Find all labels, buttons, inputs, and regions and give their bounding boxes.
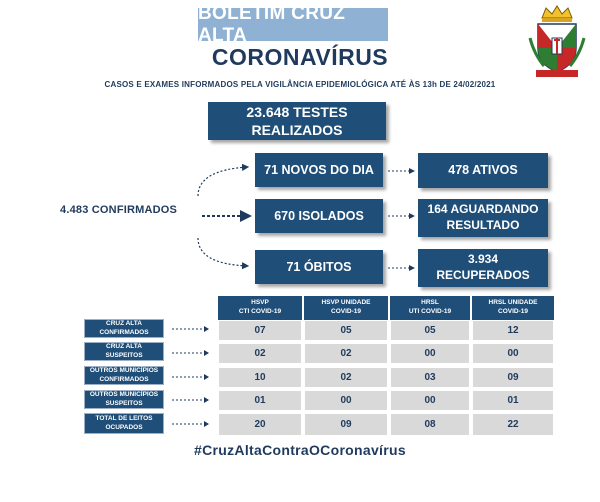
table-cell: 09 — [304, 413, 388, 436]
row-label-line2: OCUPADOS — [105, 423, 143, 431]
row-label-line1: OUTROS MUNICÍPIOS — [89, 391, 159, 399]
row-arrow-icon — [172, 325, 210, 333]
row-label — [84, 366, 164, 385]
row-label — [84, 390, 164, 409]
column-header-line1: HRSL UNIDADE — [488, 299, 538, 307]
report-date-info: CASOS E EXAMES INFORMADOS PELA VIGILÂNCIA EPIDEMIOLÓGICA ATÉ ÀS 13h DE 24/02/2021 — [104, 80, 496, 89]
awaiting-label: RESULTADO — [446, 218, 520, 232]
row-label-line2: CONFIRMADOS — [99, 375, 149, 383]
table-cell: 10 — [218, 367, 302, 388]
table-cell: 01 — [218, 390, 302, 411]
row-label-line1: OUTROS MUNICÍPIOS — [89, 367, 159, 375]
awaiting-result-box — [418, 199, 548, 237]
table-cell: 09 — [472, 367, 554, 388]
table-cell: 07 — [218, 320, 302, 341]
table-cell: 02 — [304, 343, 388, 364]
table-cell: 05 — [390, 320, 470, 341]
row-label-line1: TOTAL DE LEITOS — [95, 415, 153, 423]
confirmed-total: 4.483 CONFIRMADOS — [60, 204, 178, 216]
row-label-line2: SUSPEITOS — [105, 399, 143, 407]
row-label — [84, 319, 164, 338]
table-cell: 12 — [472, 320, 554, 341]
tests-performed-box — [208, 102, 386, 140]
table-cell: 00 — [390, 343, 470, 364]
row-label-line1: CRUZ ALTA — [106, 320, 142, 328]
table-cell: 20 — [218, 413, 302, 436]
awaiting-count: 164 AGUARDANDO — [427, 202, 539, 217]
table-cell: 00 — [390, 390, 470, 411]
row-label-line2: CONFIRMADOS — [99, 328, 149, 336]
column-header-line1: HSVP — [251, 299, 269, 307]
column-header — [218, 296, 302, 320]
deaths-label: 71 ÓBITOS — [286, 259, 352, 274]
column-header — [304, 296, 388, 320]
column-header — [472, 296, 554, 320]
column-header — [390, 296, 470, 320]
recovered-count: 3.934 — [467, 252, 498, 267]
row-label — [84, 342, 164, 361]
row-arrow-icon — [172, 420, 210, 428]
column-header-line1: HSVP UNIDADE — [321, 299, 371, 307]
column-header-line1: HRSL — [421, 299, 439, 307]
row-arrow-icon — [172, 373, 210, 381]
city-coat-of-arms-icon — [528, 4, 586, 80]
recovered-box — [418, 249, 548, 287]
tests-count: 23.648 TESTES — [246, 103, 348, 120]
new-today-box — [255, 153, 383, 187]
new-today-label: 71 NOVOS DO DIA — [264, 162, 374, 177]
table-cell: 00 — [304, 390, 388, 411]
isolated-box — [255, 199, 383, 233]
table-cell: 00 — [472, 343, 554, 364]
isolated-label: 670 ISOLADOS — [274, 208, 364, 223]
column-header-line2: UTI COVID-19 — [408, 308, 452, 315]
column-header-line2: CTI COVID-19 — [238, 308, 282, 315]
bulletin-title: BOLETIM CRUZ ALTA — [198, 8, 388, 41]
table-cell: 08 — [390, 413, 470, 436]
row-label — [84, 413, 164, 434]
column-header-line2: COVID-19 — [498, 308, 528, 315]
page-subtitle: CORONAVÍRUS — [211, 44, 389, 70]
row-arrow-icon — [172, 396, 210, 404]
row-label-line1: CRUZ ALTA — [106, 343, 142, 351]
campaign-hashtag: #CruzAltaContraOCoronavírus — [194, 442, 406, 458]
column-header-line2: COVID-19 — [331, 308, 361, 315]
table-cell: 02 — [304, 367, 388, 388]
table-cell: 01 — [472, 390, 554, 411]
row-label-line2: SUSPEITOS — [105, 351, 143, 359]
table-cell: 05 — [304, 320, 388, 341]
table-cell: 02 — [218, 343, 302, 364]
table-cell: 03 — [390, 367, 470, 388]
table-cell: 22 — [472, 413, 554, 436]
tests-label: REALIZADOS — [251, 122, 343, 138]
deaths-box — [255, 250, 383, 284]
active-box — [418, 153, 548, 188]
row-arrow-icon — [172, 349, 210, 357]
active-label: 478 ATIVOS — [448, 163, 518, 178]
recovered-label: RECUPERADOS — [436, 268, 530, 282]
